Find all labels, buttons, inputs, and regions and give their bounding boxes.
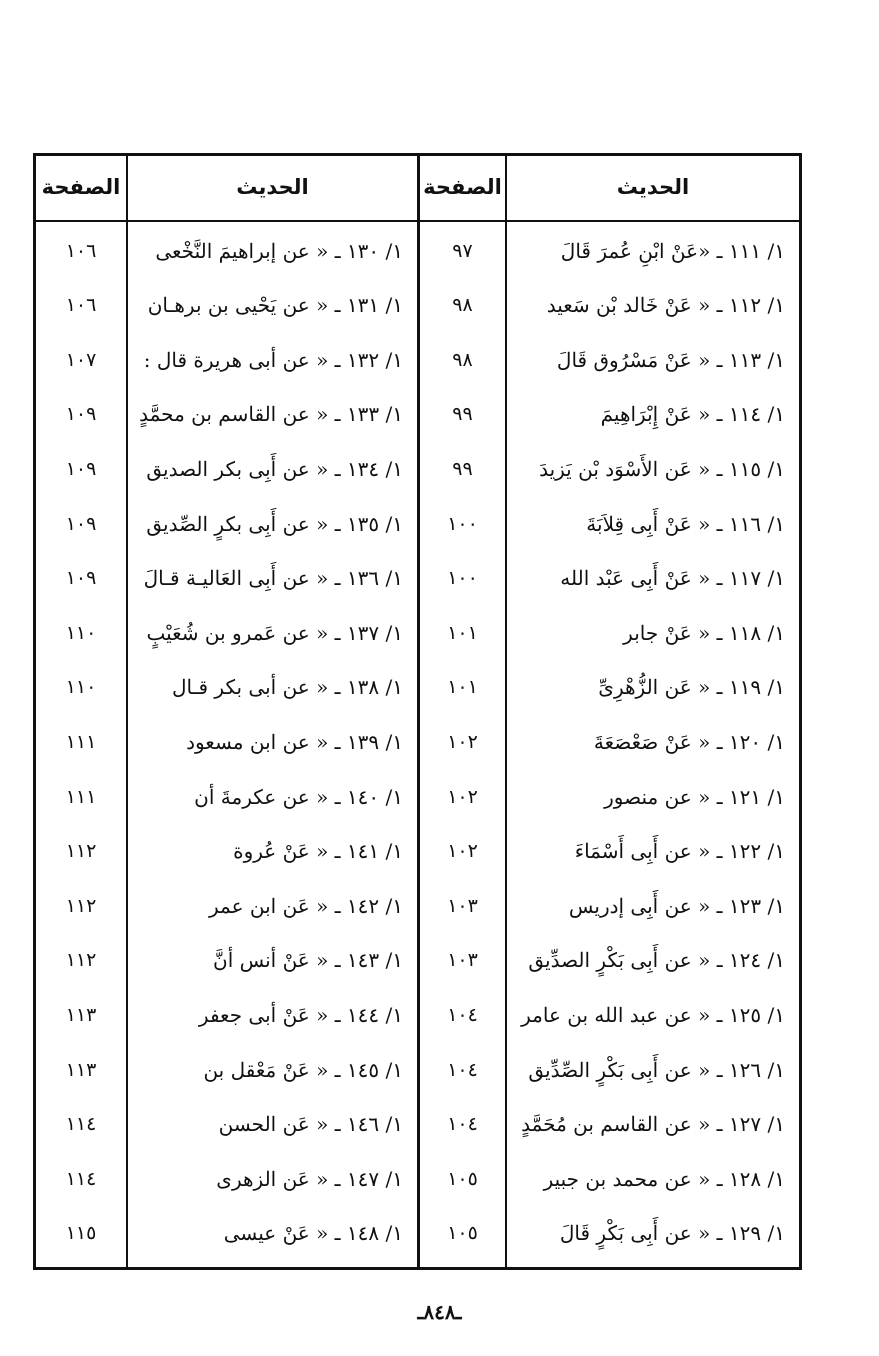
table-row <box>36 1043 799 1096</box>
hadith-entry: ١/ ١٣٦ ـ « عن أَبِى العَاليـة قـالَ <box>143 566 403 591</box>
page-ref: ١٠٢ <box>447 730 478 753</box>
hadith-entry: ١/ ١٤٠ ـ « عن عكرمةَ أن <box>194 784 403 809</box>
hadith-entry: ١/ ١٢٠ ـ « عَنْ صَعْصَعَةَ <box>593 729 785 754</box>
header-separator <box>36 220 799 222</box>
hadith-entry: ١/ ١٢١ ـ « عن منصور <box>604 784 785 809</box>
table-row <box>36 715 799 768</box>
page-ref: ٩٨ <box>452 348 473 371</box>
page-ref: ١١١ <box>65 785 97 808</box>
table-row <box>36 224 799 277</box>
page-ref: ٩٩ <box>452 403 473 426</box>
hadith-entry: ١/ ١٢٢ ـ « عن أَبِى أَسْمَاءَ <box>574 839 785 864</box>
header-hadith-left: الحديث <box>236 175 309 199</box>
hadith-entry: ١/ ١٣٣ ـ « عن القاسم بن محمَّدٍ <box>139 402 403 427</box>
hadith-entry: ١/ ١٤٣ ـ « عَنْ أنس أنَّ <box>213 948 403 973</box>
hadith-entry: ١/ ١٢٧ ـ « عن القاسم بن مُحَمَّدٍ <box>521 1112 785 1137</box>
hadith-entry: ١/ ١١٩ ـ « عَن الزُّهْرِىِّ <box>598 675 785 700</box>
hadith-entry: ١/ ١٣٨ ـ « عن أبى بكر قـال <box>172 675 403 700</box>
table-row <box>36 988 799 1041</box>
header-page-left: الصفحة <box>41 175 121 199</box>
table-row <box>36 333 799 386</box>
header-hadith-right: الحديث <box>616 175 690 199</box>
hadith-entry: ١/ ١٢٩ ـ « عن أَبِى بَكْرٍ قَالَ <box>559 1221 785 1246</box>
page-ref: ١٠٦ <box>65 294 97 317</box>
hadith-entry: ١/ ١١٧ ـ « عَنْ أَبِى عَبْد الله <box>560 566 785 591</box>
hadith-entry: ١/ ١٣٩ ـ « عن ابن مسعود <box>186 729 403 754</box>
hadith-entry: ١/ ١٢٦ ـ « عن أَبِى بَكْرٍ الصِّدِّيق <box>528 1057 785 1082</box>
table-row <box>36 442 799 495</box>
table-row <box>36 279 799 332</box>
page-ref: ١١٢ <box>65 840 97 863</box>
page-ref: ١٠٤ <box>447 1113 478 1136</box>
page-ref: ١٠٥ <box>447 1222 478 1245</box>
page-ref: ٩٩ <box>452 457 473 480</box>
page-ref: ١٠٤ <box>447 1058 478 1081</box>
table-row <box>36 1098 799 1151</box>
hadith-entry: ١/ ١٣٥ ـ « عن أَبِى بكرٍ الصِّديق <box>146 511 403 536</box>
page-ref: ١٠٩ <box>65 457 97 480</box>
page-ref: ١٠٦ <box>65 239 97 262</box>
page-ref: ١٠٠ <box>447 512 478 535</box>
table-row <box>36 497 799 550</box>
hadith-entry: ١/ ١١١ ـ «عَنْ ابْنِ عُمرَ قَالَ <box>560 238 785 263</box>
page-ref: ١١٣ <box>65 1058 97 1081</box>
page-ref: ١١٤ <box>65 1113 97 1136</box>
hadith-entry: ١/ ١٣٢ ـ « عن أبى هريرة قال : <box>143 347 403 372</box>
index-table <box>33 153 802 1270</box>
page-ref: ١٠٥ <box>447 1167 478 1190</box>
page-ref: ١١٣ <box>65 1003 97 1026</box>
hadith-entry: ١/ ١١٦ ـ « عَنْ أَبِى قِلاَبَةَ <box>586 511 785 536</box>
page-ref: ١٠١ <box>447 621 478 644</box>
page-ref: ١٠٩ <box>65 403 97 426</box>
table-row <box>36 606 799 659</box>
hadith-entry: ١/ ١٤١ ـ « عَنْ عُروة <box>233 839 403 864</box>
table-row <box>36 934 799 987</box>
table-row <box>36 388 799 441</box>
page-ref: ١٠٩ <box>65 567 97 590</box>
page-ref: ١٠٢ <box>447 840 478 863</box>
page-ref: ١١٢ <box>65 949 97 972</box>
page-ref: ٩٧ <box>452 239 473 262</box>
page-ref: ١٠٩ <box>65 512 97 535</box>
page-ref: ١٠٣ <box>447 949 478 972</box>
hadith-entry: ١/ ١١٣ ـ « عَنْ مَسْرُوق قَالَ <box>556 347 785 372</box>
hadith-entry: ١/ ١٤٢ ـ « عَن ابن عمر <box>208 893 403 918</box>
page-ref: ١١٥ <box>65 1222 97 1245</box>
hadith-entry: ١/ ١٤٥ ـ « عَنْ مَعْقل بن <box>203 1057 403 1082</box>
hadith-entry: ١/ ١٤٧ ـ « عَن الزهرى <box>216 1166 403 1191</box>
hadith-entry: ١/ ١٣٤ ـ « عن أَبِى بكر الصديق <box>146 456 403 481</box>
page-ref: ١١١ <box>65 730 97 753</box>
page-ref: ٩٨ <box>452 294 473 317</box>
page-ref: ١٠١ <box>447 676 478 699</box>
table-row <box>36 825 799 878</box>
hadith-entry: ١/ ١٢٣ ـ « عن أَبِى إدريس <box>568 893 785 918</box>
hadith-entry: ١/ ١٣١ ـ « عن يَحْيى بن برهـان <box>147 293 403 318</box>
page-number: ـ٨٤٨ـ <box>417 1300 462 1324</box>
table-row <box>36 879 799 932</box>
table-row <box>36 770 799 823</box>
page-ref: ١٠٣ <box>447 894 478 917</box>
page-ref: ١١٠ <box>65 621 97 644</box>
hadith-entry: ١/ ١٤٦ ـ « عَن الحسن <box>218 1112 403 1137</box>
hadith-entry: ١/ ١٢٤ ـ « عن أَبِى بَكْرٍ الصدِّيق <box>528 948 785 973</box>
page-ref: ١١٢ <box>65 894 97 917</box>
table-row <box>36 661 799 714</box>
hadith-entry: ١/ ١٣٠ ـ « عن إبراهيمَ النَّخْعى <box>155 238 403 263</box>
hadith-entry: ١/ ١١٥ ـ « عَن الأَسْوَد بْن يَزيدَ <box>539 456 785 481</box>
hadith-entry: ١/ ١٣٧ ـ « عن عَمرو بن شُعَيْبٍ <box>146 620 403 645</box>
table-row <box>36 1207 799 1260</box>
page-ref: ١٠٢ <box>447 785 478 808</box>
page-ref: ١٠٠ <box>447 567 478 590</box>
hadith-entry: ١/ ١١٨ ـ « عَنْ جابر <box>623 620 785 645</box>
header-page-right: الصفحة <box>423 175 502 199</box>
hadith-entry: ١/ ١١٤ ـ « عَنْ إِبْرَاهِيمَ <box>600 402 785 427</box>
hadith-entry: ١/ ١٢٨ ـ « عن محمد بن جبير <box>543 1166 785 1191</box>
page-ref: ١١٤ <box>65 1167 97 1190</box>
page-ref: ١٠٤ <box>447 1003 478 1026</box>
table-row <box>36 1152 799 1205</box>
hadith-entry: ١/ ١١٢ ـ « عَنْ خَالد بْن سَعيد <box>546 293 785 318</box>
hadith-entry: ١/ ١٢٥ ـ « عن عبد الله بن عامر <box>521 1002 785 1027</box>
page-ref: ١١٠ <box>65 676 97 699</box>
table-row <box>36 552 799 605</box>
page-ref: ١٠٧ <box>65 348 97 371</box>
hadith-entry: ١/ ١٤٤ ـ « عَنْ أبى جعفر <box>198 1002 403 1027</box>
hadith-entry: ١/ ١٤٨ ـ « عَنْ عيسى <box>223 1221 403 1246</box>
